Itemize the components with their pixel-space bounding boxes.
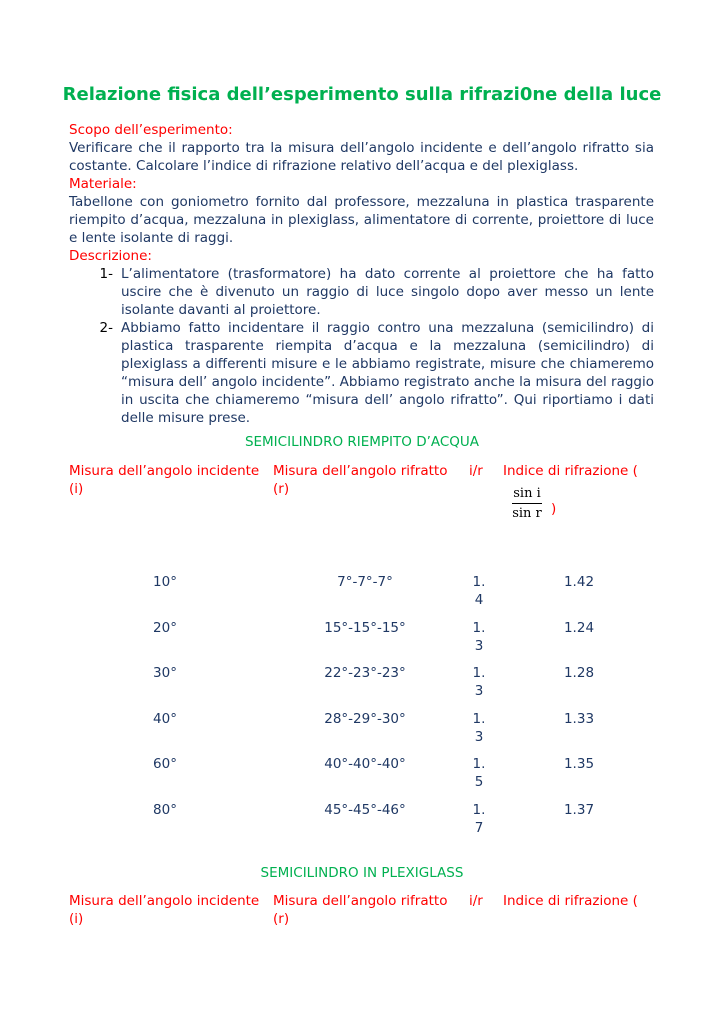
descrizione-list: [69, 265, 654, 427]
cell-rifratto: 40°-40°-40°: [324, 756, 406, 772]
cell-indice: 1.37: [563, 801, 595, 818]
cell-ir-digit: 7: [474, 819, 484, 836]
fraction-bar: [512, 503, 542, 504]
cell-incidente: 80°: [153, 801, 177, 818]
formula-numerator: sin i: [513, 486, 541, 501]
cell-ir: 1.: [472, 665, 486, 681]
table2-header-incidente: Misura dell’angolo incidente (i): [69, 893, 260, 927]
cell-ir: 1.: [472, 574, 486, 590]
table2-header-ir: i/r: [469, 893, 483, 909]
materiale-label: Materiale:: [69, 176, 137, 192]
cell-ir-digit: 3: [474, 728, 484, 745]
cell-rifratto: 28°-29°-30°: [324, 710, 406, 727]
cell-ir: 1.: [472, 619, 486, 636]
cell-indice: 1.35: [563, 756, 595, 772]
list-item: [69, 319, 654, 427]
cell-rifratto: 15°-15°-15°: [324, 619, 406, 636]
cell-ir-digit: 5: [474, 774, 484, 790]
cell-indice: 1.33: [563, 710, 595, 727]
descrizione-label: Descrizione:: [69, 248, 152, 264]
table1-header-ir: i/r: [469, 463, 483, 479]
cell-rifratto: 22°-23°-23°: [324, 665, 406, 681]
scopo-section: [69, 121, 654, 265]
table1-header-close-paren: ): [551, 501, 557, 517]
cell-indice: 1.24: [563, 619, 595, 636]
cell-rifratto: 45°-45°-46°: [324, 801, 406, 818]
cell-incidente: 20°: [153, 619, 177, 636]
cell-ir: 1.: [472, 710, 486, 727]
table1-title: SEMICILINDRO RIEMPITO D’ACQUA: [244, 434, 480, 450]
scopo-label: Scopo dell’esperimento:: [69, 122, 233, 138]
materiale-text: Tabellone con goniometro fornito dal professore, mezzaluna in plastica trasparente riempito d’acqua, mezzaluna in plexiglass, alimentatore di corrente, proiettore di luce e lente isolante di raggi.: [69, 194, 654, 246]
sin-ratio-formula: [512, 486, 542, 521]
cell-incidente: 30°: [153, 665, 177, 681]
cell-indice: 1.28: [563, 665, 595, 681]
cell-ir: 1.: [472, 756, 486, 772]
table1-header-rifratto: Misura dell’angolo rifratto (r): [273, 463, 448, 497]
scopo-text: Verificare che il rapporto tra la misura dell’angolo incidente e dell’angolo rifratto sia costante. Calcolare l’indice di rifrazione relativo dell’acqua e del plexiglass.: [69, 140, 654, 174]
list-number: 2-: [99, 320, 113, 336]
table1-header-incidente: Misura dell’angolo incidente (i): [69, 463, 260, 497]
table2-header-indice: Indice di rifrazione (: [503, 893, 638, 909]
list-number: 1-: [99, 266, 113, 282]
cell-incidente: 40°: [153, 710, 177, 727]
list-text: L’alimentatore (trasformatore) ha dato corrente al proiettore che ha fatto uscire che è divenuto un raggio di luce singolo dopo aver messo un lente isolante davanti al proiettore.: [121, 266, 654, 318]
cell-rifratto: 7°-7°-7°: [337, 574, 393, 590]
cell-ir-digit: 3: [474, 683, 484, 699]
table2-header-rifratto: Misura dell’angolo rifratto (r): [273, 893, 448, 927]
cell-incidente: 10°: [153, 574, 177, 590]
table2-title: SEMICILINDRO IN PLEXIGLASS: [260, 865, 464, 881]
cell-ir: 1.: [472, 801, 486, 818]
formula-denominator: sin r: [512, 506, 542, 521]
cell-ir-digit: 3: [474, 637, 484, 654]
cell-indice: 1.42: [563, 574, 595, 590]
list-text: Abbiamo fatto incidentare il raggio contro una mezzaluna (semicilindro) di plastica trasparente riempita d’acqua e la mezzaluna (semicilindro) di plexiglass a differenti misure e le abbiamo registrate, misure che chiameremo “misura dell’ angolo incidente”. Abbiamo registrato anche la misura del raggio in uscita che chiameremo “misura dell’ angolo rifratto”. Qui riportiamo i dati delle misure prese.: [121, 320, 654, 426]
cell-incidente: 60°: [153, 756, 177, 772]
cell-ir-digit: 4: [474, 592, 484, 608]
document-title: Relazione fisica dell’esperimento sulla rifrazi0ne della luce: [62, 84, 662, 105]
list-item: [69, 265, 654, 319]
table1-header-indice: Indice di rifrazione (: [503, 463, 638, 479]
